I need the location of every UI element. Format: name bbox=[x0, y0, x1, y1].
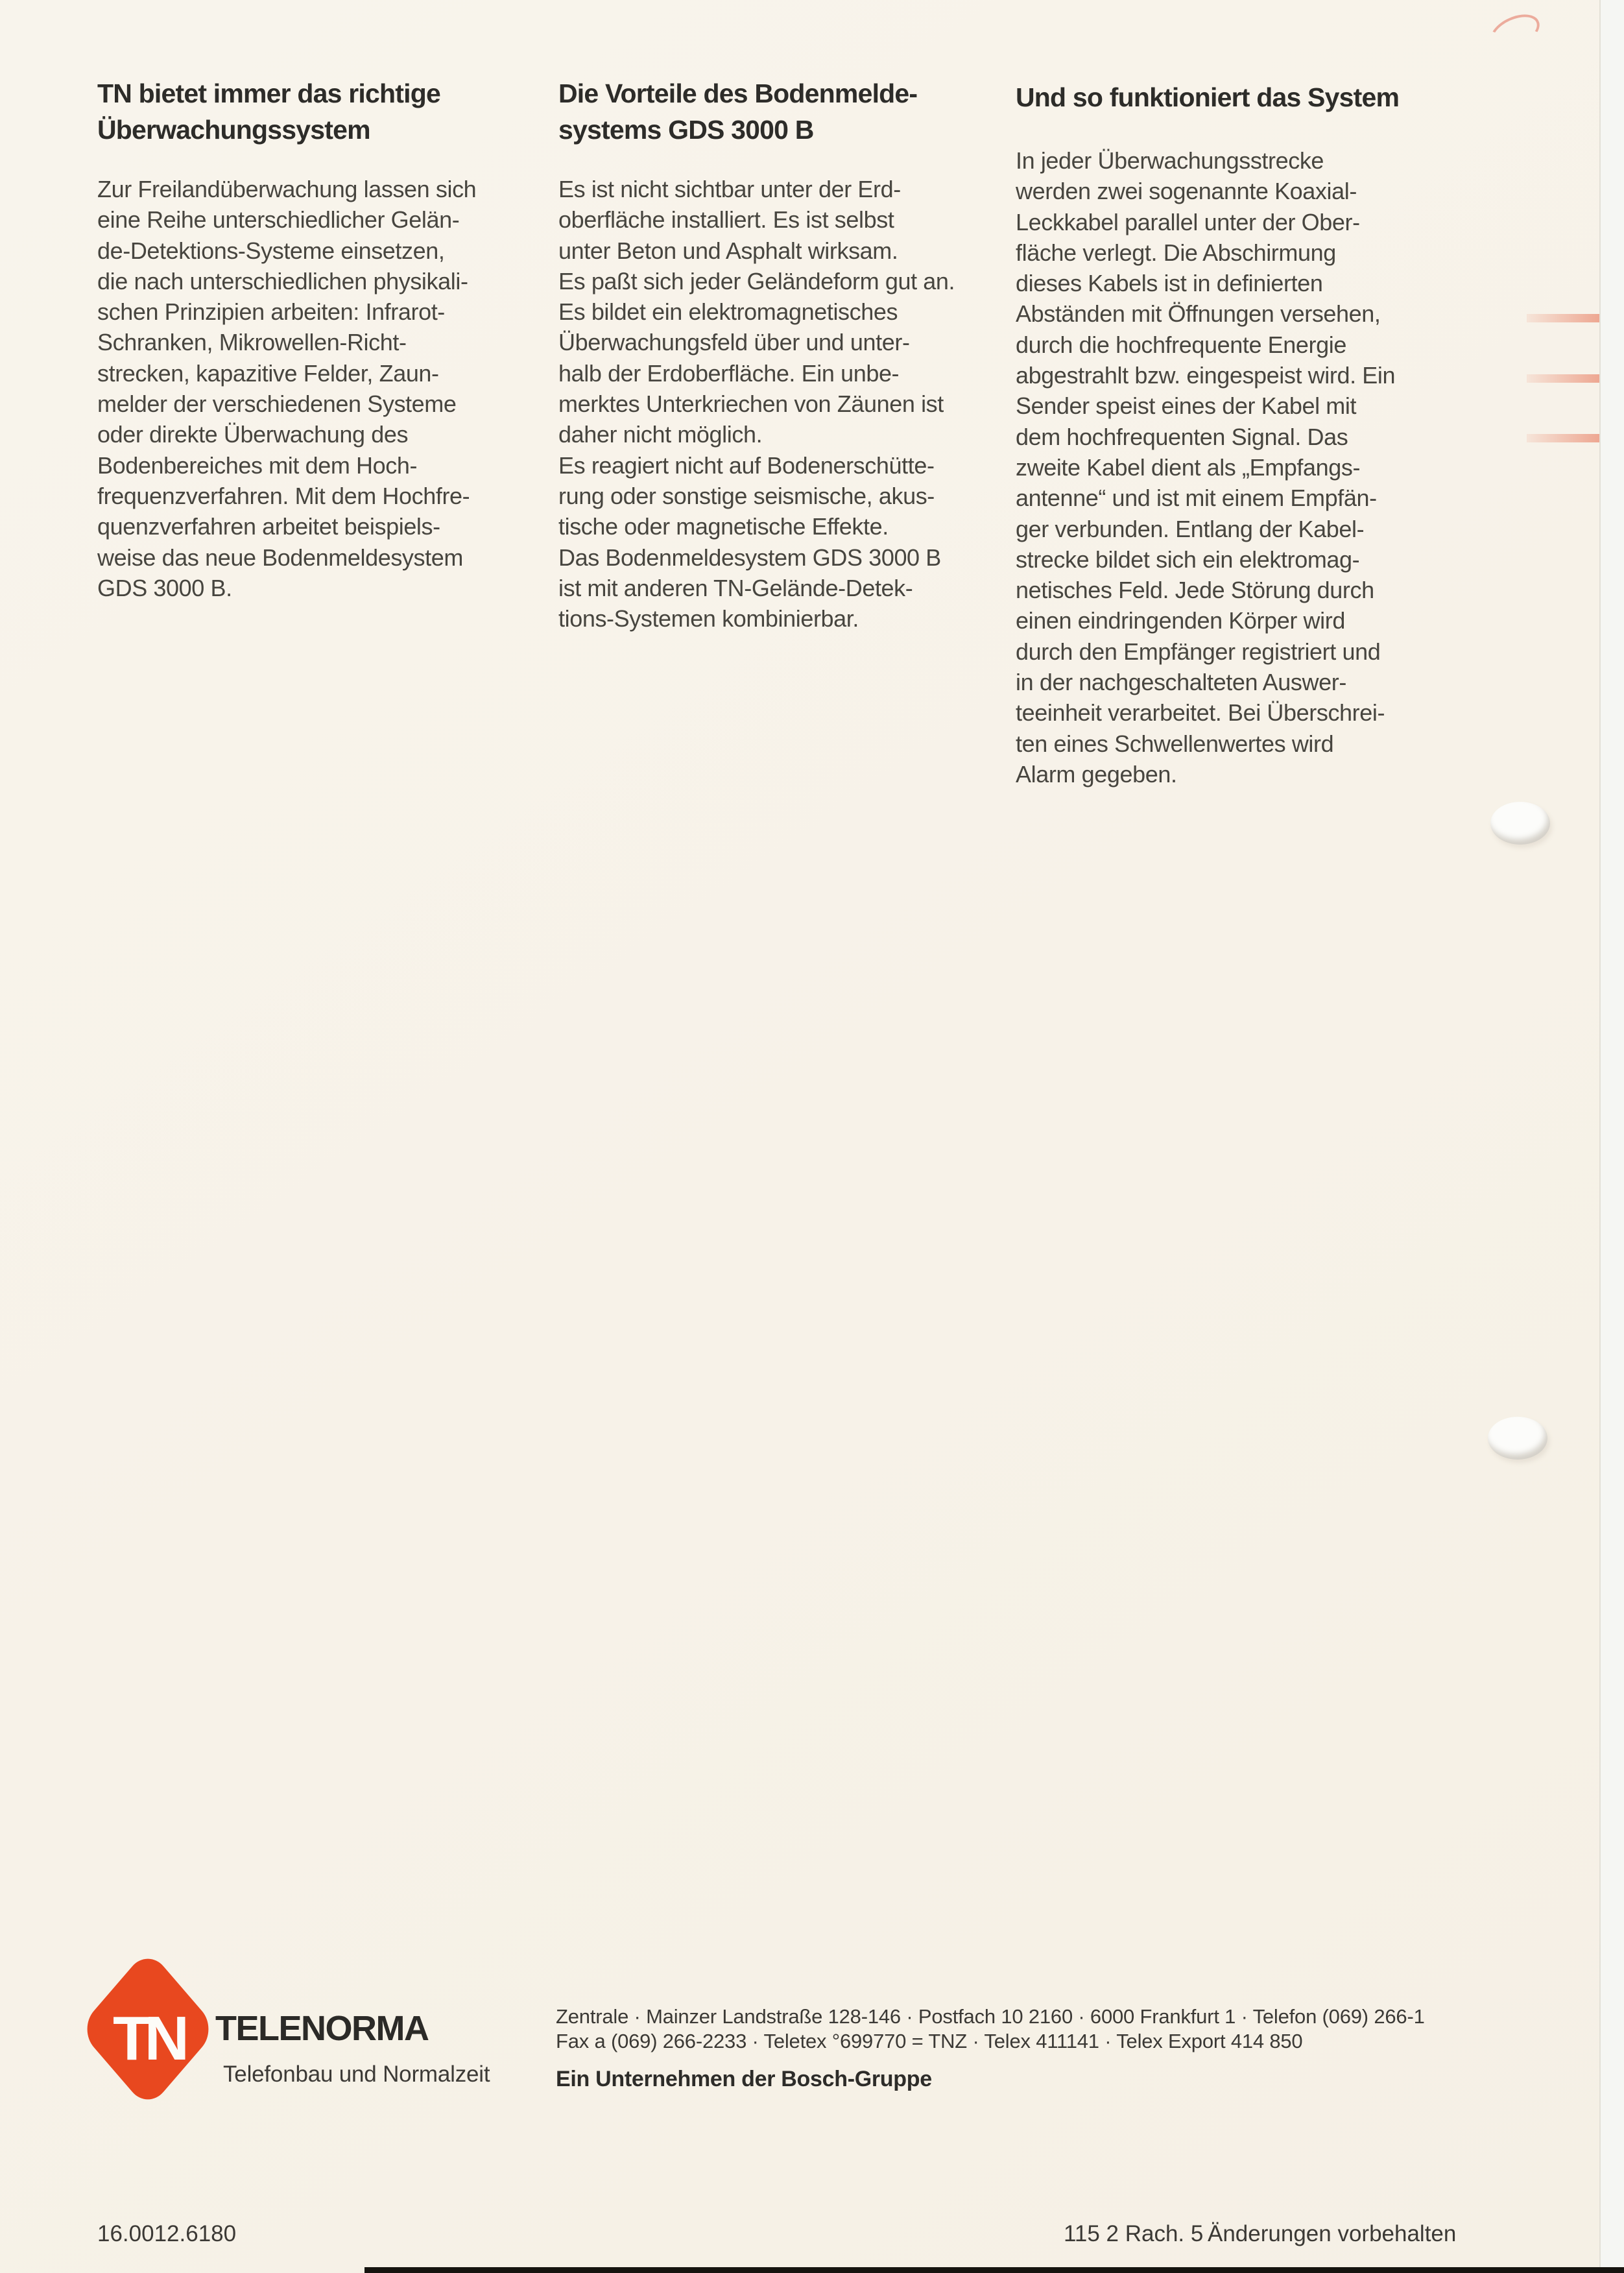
column-heading: TN bietet immer das richtige Überwachungssystem bbox=[97, 78, 440, 145]
scanner-edge-strip bbox=[1599, 0, 1624, 2273]
scan-bottom-edge bbox=[364, 2267, 1624, 2273]
hole-punch-mark bbox=[1488, 1417, 1547, 1460]
brand-name: TELENORMA bbox=[215, 2009, 429, 2048]
tn-logo-letters: TN bbox=[113, 2004, 183, 2073]
column-heading: Und so funktioniert das System bbox=[1016, 82, 1400, 112]
contact-line-2: Fax a (069) 266-2233 · Teletex °699770 = TNZ · Telex 411141 · Telex Export 414 850 bbox=[556, 2029, 1303, 2052]
hole-punch-mark bbox=[1490, 802, 1550, 845]
column-body: Es ist nicht sichtbar unter der Erd- oberfläche installiert. Es ist selbst unter Beton und Asphalt wirksam. Es paßt sich jeder Geländeform gut an. Es bildet ein elektromagnetisches Überwachungsfeld über und unter- halb der Erdoberfläche. Ein unbe- merktes Unterkriechen von Zäunen ist daher nicht möglich. Es reagiert nicht auf Bodenerschütte- rung oder sonstige seismische, akus- tische oder magnetische Effekte. Das Bodenmeldesystem GDS 3000 B ist mit anderen TN-Gelände-Detek- tions-Systemen kombinierbar. bbox=[558, 176, 955, 632]
column-overview bbox=[97, 75, 545, 603]
order-code: 16.0012.6180 bbox=[97, 2221, 237, 2246]
bosch-group-line: Ein Unternehmen der Bosch-Gruppe bbox=[556, 2067, 932, 2091]
scan-artifact-dash bbox=[1527, 314, 1599, 322]
rights-note: Änderungen vorbehalten bbox=[1208, 2221, 1457, 2246]
column-body: Zur Freilandüberwachung lassen sich eine Reihe unterschiedlicher Gelän- de-Detektions-Systeme einsetzen, die nach unterschiedlichen physikali- schen Prinzipien arbeiten: Infrarot- Schranken, Mikrowellen-Richt- strecken, kapazitive Felder, Zaun- melder der verschiedenen Systeme oder direkte Überwachung des Bodenbereiches mit dem Hoch- frequenzverfahren. Mit dem Hochfre- quenzverfahren arbeitet beispiels- weise das neue Bodenmeldesystem GDS 3000 B. bbox=[97, 176, 477, 601]
column-body: In jeder Überwachungsstrecke werden zwei sogenannte Koaxial- Leckkabel parallel unter der Ober- fläche verlegt. Die Abschirmung dieses Kabels ist in definierten Abständen mit Öffnungen versehen, durch die hochfrequente Energie abgestrahlt bzw. eingespeist wird. Ein Sender speist eines der Kabel mit dem hochfrequenten Signal. Das zweite Kabel dient als „Empfangs- antenne“ und ist mit einem Empfän- ger verbunden. Entlang der Kabel- strecke bildet sich ein elektromag- netisches Feld. Jede Störung durch einen eindringenden Körper wird durch den Empfänger registriert und in der nachgeschalteten Auswer- teeinheit verarbeitet. Bei Überschrei- ten eines Schwellenwertes wird Alarm gegeben. bbox=[1016, 147, 1396, 788]
column-advantages bbox=[558, 75, 1006, 634]
contact-block bbox=[556, 2004, 1529, 2092]
scan-artifact-dash bbox=[1527, 374, 1599, 383]
brand-subtitle: Telefonbau und Normalzeit bbox=[223, 2062, 490, 2087]
column-heading: Die Vorteile des Bodenmelde- systems GDS 3000 B bbox=[558, 78, 918, 145]
doc-number: 115 2 Rach. 5 bbox=[1064, 2221, 1204, 2246]
scan-artifact-dash bbox=[1527, 434, 1599, 442]
column-how-it-works bbox=[1016, 79, 1463, 789]
contact-line-1: Zentrale · Mainzer Landstraße 128-146 · Postfach 10 2160 · 6000 Frankfurt 1 · Telefon (069) 266-1 bbox=[556, 2005, 1425, 2028]
scan-artifact-squiggle bbox=[1485, 8, 1545, 56]
